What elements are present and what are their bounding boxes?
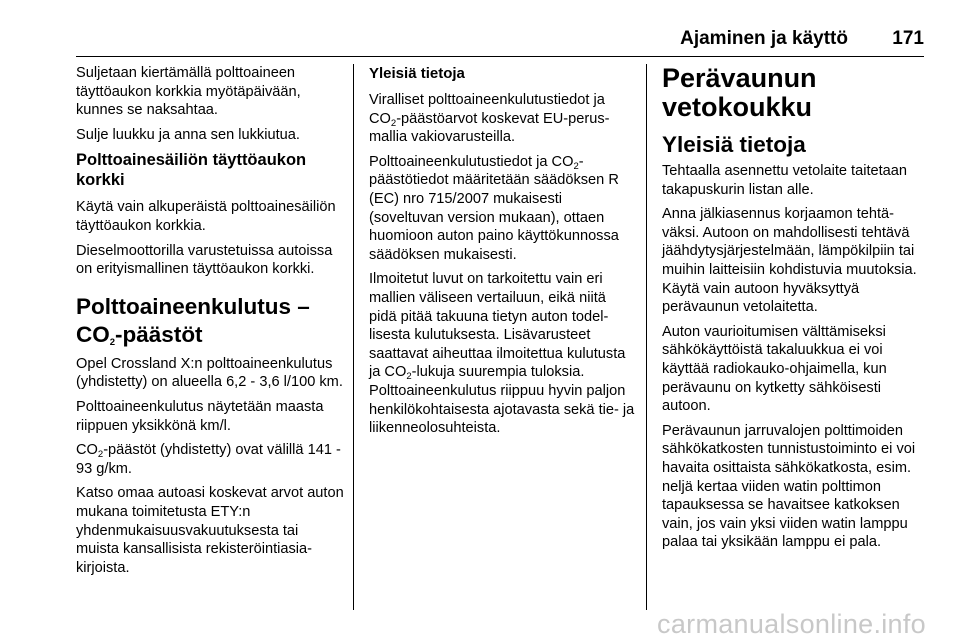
paragraph: Opel Crossland X:n polttoaineenkulutus (yhdistetty) on alueella 6,2 - 3,6 l/100 km. — [76, 355, 343, 391]
text: Polttoaineenkulutustiedot ja CO — [369, 153, 574, 170]
paragraph — [369, 153, 635, 265]
paragraph: Polttoaineenkulutus näytetään maasta riippuen yksikkönä km/l. — [76, 398, 324, 434]
heading-text: Polttoaineenkulutus – CO — [76, 293, 310, 347]
paragraph: Suljetaan kiertämällä polttoaineen täyttöaukon korkkia myötäpäivään, kunnes se naksahtaa. — [76, 65, 301, 119]
paragraph: Anna jälkiasennus korjaamon tehtäväksi. Autoon on mahdollisesti tehtävä jäähdytysjärjestelmään, lämpökilpiin tai muihin laitteisiin kohdistuvia muutoksia. Käytä vain autoon hyväksyttyä perävaunun vetolaitetta. — [662, 206, 917, 316]
paragraph: Tehtaalla asennettu vetolaite taitetaan takapuskurin listan alle. — [662, 163, 908, 198]
paragraph: Katso omaa autoasi koskevat arvot auton mukana toimitetusta ETY:n yhdenmukaisuusvakuutuksesta tai muista kansallisista rekisteröintiasiakirjoista. — [76, 485, 344, 576]
heading-towbar: Perävaunun vetokoukku — [662, 63, 817, 122]
subscript: 2 — [573, 160, 579, 172]
text: Ilmoitetut luvut on tarkoitettu vain eri mallien väliseen vertailuun, eikä niitä pidä pitää takuuna tietyn auton todellisesta kulutuksesta. Lisävarusteet saattavat aiheuttaa ilmoitettua kulutusta ja CO — [369, 271, 626, 381]
subscript: 2 — [109, 336, 116, 348]
heading-general-info: Yleisiä tietoja — [662, 132, 806, 157]
watermark: carmanualsonline.info — [657, 609, 926, 639]
paragraph — [76, 441, 344, 478]
subscript: 2 — [406, 371, 412, 383]
column-2 — [369, 64, 635, 444]
paragraph: Sulje luukku ja anna sen lukkiutua. — [76, 126, 300, 143]
paragraph: Dieselmoottorilla varustetuissa autoissa on erityismallinen täyttöaukon korkki. — [76, 242, 333, 278]
page-header — [0, 0, 960, 60]
header-title: Ajaminen ja käyttö — [680, 28, 848, 49]
heading-text: -päästöt — [115, 321, 203, 347]
heading-fuel-consumption — [76, 293, 344, 349]
text: -päästöt (yhdistetty) ovat välillä 141 - 93 g/km. — [76, 442, 341, 477]
text: -päästöarvot koskevat EU-perusmallia vakiovarusteilla. — [369, 110, 610, 146]
paragraph: Perävaunun jarruvalojen polttimoiden sähkökatkosten tunnistustoiminto ei voi havaita osittaista sähkökatkosta, esim. neljä kertaa viiden watin polttimon tapauksessa se havaitsee katkoksen vain, jos vain yksi viiden watin lamppu palaa tai yksikään lamppu ei pala. — [662, 422, 916, 551]
paragraph — [369, 91, 635, 147]
page-number: 171 — [892, 28, 924, 49]
text: CO — [76, 442, 98, 459]
column-divider — [353, 64, 354, 610]
text: -lukuja suurempia tuloksia. Polttoaineenkulutus riippuu hyvin paljon henkilökohtaisesta ajotavasta sekä tie- ja liikenneolosuhteista. — [369, 364, 635, 437]
column-divider — [646, 64, 647, 610]
paragraph — [369, 270, 635, 437]
column-3 — [662, 64, 926, 558]
subscript: 2 — [97, 449, 104, 461]
text: -päästötiedot määritetään säädöksen R (EC) nro 715/2007 mukaisesti (soveltuvan version mukaan), ottaen huomioon auton paino käyttökunnossa säädöksen mukaisesti. — [369, 153, 619, 263]
subscript: 2 — [390, 117, 397, 129]
text: Viralliset polttoaineenkulutustiedot ja CO — [369, 92, 605, 127]
header-divider — [76, 56, 924, 57]
paragraph: Auton vaurioitumisen välttämiseksi sähkökäyttöistä takaluukkua ei voi käyttää radiokauko-ohjaimella, kun perävaunu on kytketty sähköisesti autoon. — [662, 323, 887, 415]
heading-fuel-cap: Polttoainesäiliön täyttöaukon korkki — [76, 151, 307, 190]
paragraph: Käytä vain alkuperäistä polttoainesäiliön täyttöaukon korkkia. — [76, 199, 336, 234]
heading-general-info: Yleisiä tietoja — [369, 65, 465, 82]
column-1 — [76, 64, 344, 583]
